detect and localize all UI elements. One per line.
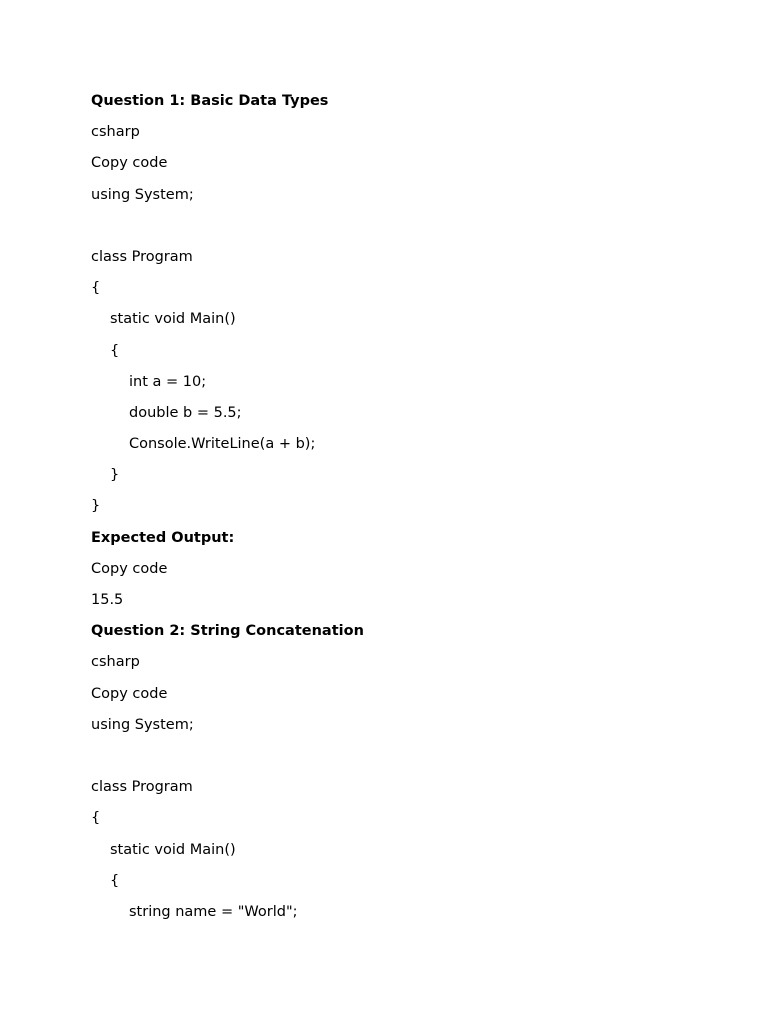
code-line: class Program [91, 779, 193, 796]
code-line [91, 741, 691, 772]
document-page [91, 86, 691, 928]
question-2-heading: Question 2: String Concatenation [91, 623, 364, 640]
code-line: } [91, 498, 101, 515]
question-1-language-label: csharp [91, 124, 140, 141]
code-line: using System; [91, 186, 194, 203]
code-line: int a = 10; [129, 373, 207, 390]
expected-output-value: 15.5 [91, 592, 124, 608]
question-2-language-label: csharp [91, 654, 140, 671]
question-1-copy-code[interactable]: Copy code [91, 155, 168, 172]
question-1-heading: Question 1: Basic Data Types [91, 93, 329, 109]
code-line: string name = "World"; [129, 903, 298, 920]
code-line: { [91, 280, 101, 297]
question-2-code-block [91, 710, 691, 928]
code-line: using System; [91, 716, 194, 733]
code-line: { [91, 810, 101, 827]
code-line: class Program [91, 248, 193, 265]
expected-output-heading: Expected Output: [91, 529, 235, 546]
code-line: Console.WriteLine(a + b); [129, 436, 316, 453]
code-line: double b = 5.5; [129, 404, 242, 421]
question-2-copy-code[interactable]: Copy code [91, 685, 168, 702]
code-line: { [110, 342, 120, 359]
expected-output-copy-code[interactable]: Copy code [91, 560, 168, 577]
code-line: } [110, 467, 120, 484]
code-line: static void Main() [110, 311, 236, 328]
question-1-code-block [91, 180, 691, 523]
code-line [91, 211, 691, 242]
code-line: { [110, 872, 120, 889]
code-line: static void Main() [110, 841, 236, 858]
